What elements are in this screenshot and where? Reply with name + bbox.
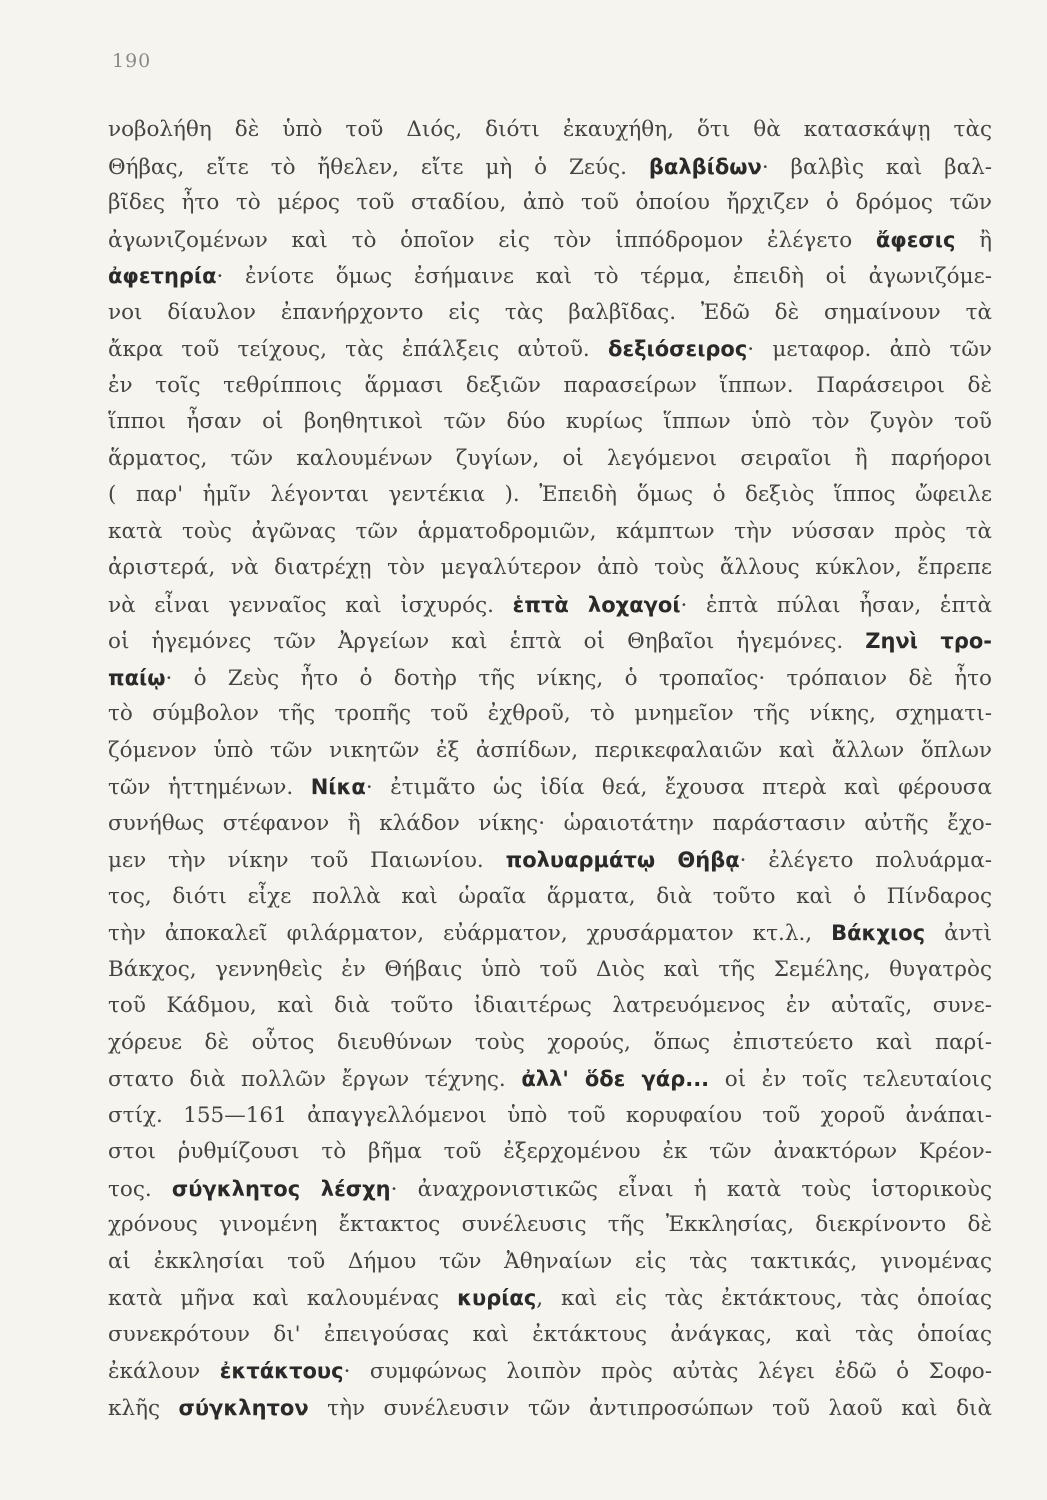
line-text: ἀντὶ: [925, 921, 993, 946]
line-text: · συμφώνως λοιπὸν πρὸς αὐτὰς λέγει ἐδῶ ὁ Σοφο-: [343, 1359, 992, 1384]
text-line: [108, 441, 992, 478]
lemma-term: ἀλλ' ὅδε γάρ...: [521, 1067, 710, 1091]
line-text: τὸ σύμβολον τῆς τροπῆς τοῦ ἐχθροῦ, τὸ μνημεῖον τῆς νίκης, σχηματι-: [108, 701, 992, 726]
lemma-term: πολυαρμάτῳ Θήβᾳ: [505, 848, 740, 872]
line-text: τὴν ἀποκαλεῖ φιλάρματον, εὐάρματον, χρυσάρματον κτ.λ.,: [108, 921, 832, 946]
line-text: μεν τὴν νίκην τοῦ Παιωνίου.: [108, 848, 506, 873]
text-line: [108, 1098, 992, 1135]
line-text: τος, διότι εἶχε πολλὰ καὶ ὡραῖα ἅρματα, διὰ τοῦτο καὶ ὁ Πίνδαρος: [108, 883, 992, 909]
text-line: [108, 550, 992, 587]
text-line: [108, 1207, 992, 1244]
line-text: Θήβας, εἴτε τὸ ἤθελεν, εἴτε μὴ ὁ Ζεύς.: [108, 154, 649, 180]
line-text: ἀγωνιζομένων καὶ τὸ ὁποῖον εἰς τὸν ἱππόδρομον ἐλέγετο: [108, 227, 876, 253]
line-text: οἱ ἡγεμόνες τῶν Ἀργείων καὶ ἑπτὰ οἱ Θηβαῖοι ἡγεμόνες.: [108, 629, 866, 654]
text-line: [108, 952, 992, 989]
text-line: [108, 185, 992, 222]
line-text: οἱ ἐν τοῖς τελευταίοις: [709, 1067, 993, 1092]
line-text: συνήθως στέφανον ἢ κλάδον νίκης· ὡραιοτάτην παράστασιν αὐτῆς ἔχο-: [108, 810, 992, 836]
text-line: [108, 149, 992, 186]
line-text: Βάκχος, γεννηθεὶς ἐν Θήβαις ὑπὸ τοῦ Διὸς καὶ τῆς Σεμέλης, θυγατρὸς: [108, 956, 992, 982]
lemma-term: ἀφετηρία: [108, 264, 217, 288]
text-line: [108, 587, 992, 624]
text-line: [108, 1390, 992, 1427]
line-text: · ἀναχρονιστικῶς εἶναι ἡ κατὰ τοὺς ἱστορικοὺς: [390, 1176, 992, 1202]
text-line: [108, 112, 992, 149]
lemma-term: σύγκλητον: [178, 1395, 309, 1420]
text-line: [108, 988, 992, 1025]
lemma-term: παίῳ: [108, 665, 166, 690]
text-line: [108, 1317, 992, 1354]
line-text: νὰ εἶναι γενναῖος καὶ ἰσχυρός.: [108, 592, 513, 618]
line-text: βῖδες ἦτο τὸ μέρος τοῦ σταδίου, ἀπὸ τοῦ ὁποίου ἤρχιζεν ὁ δρόμος τῶν: [108, 190, 992, 215]
line-text: ἢ: [955, 227, 992, 253]
text-line: [108, 696, 992, 733]
text-line: [108, 1280, 992, 1317]
text-line: [108, 1061, 992, 1098]
line-text: · ὁ Ζεὺς ἦτο ὁ δοτὴρ τῆς νίκης, ὁ τροπαῖος· τρόπαιον δὲ ἦτο: [165, 665, 992, 691]
lemma-term: βαλβίδων: [648, 154, 762, 179]
line-text: · ἑπτὰ πύλαι ἦσαν, ἑπτὰ: [680, 592, 992, 618]
text-line: [108, 733, 992, 770]
lemma-term: κυρίας: [457, 1286, 537, 1310]
text-line: [108, 258, 992, 295]
text-line: [108, 806, 992, 843]
text-line: [108, 1134, 992, 1171]
lemma-term: σύγκλητος λέσχη: [171, 1176, 391, 1201]
line-text: στατο διὰ πολλῶν ἔργων τέχνης.: [108, 1067, 522, 1092]
text-line: [108, 1353, 992, 1390]
line-text: ἄκρα τοῦ τείχους, τὰς ἐπάλξεις αὐτοῦ.: [108, 337, 609, 362]
line-text: τῶν ἡττημένων.: [108, 775, 311, 800]
text-line: [108, 477, 992, 514]
lemma-term: ἐκτάκτους: [219, 1359, 344, 1383]
line-text: τος.: [108, 1176, 172, 1202]
text-line: [108, 404, 992, 441]
lemma-term: ἄφεσις: [875, 227, 956, 252]
line-text: · ἐτιμᾶτο ὡς ἰδία θεά, ἔχουσα πτερὰ καὶ φέρουσα: [365, 775, 992, 800]
text-line: [108, 1025, 992, 1062]
text-line: [108, 222, 992, 259]
line-text: κατὰ μῆνα καὶ καλουμένας: [108, 1286, 458, 1311]
line-text: , καὶ εἰς τὰς ἐκτάκτους, τὰς ὁποίας: [536, 1286, 992, 1311]
line-text: χόρευε δὲ οὗτος διευθύνων τοὺς χορούς, ὅπως ἐπιστεύετο καὶ παρί-: [108, 1029, 992, 1055]
line-text: χρόνους γινομένη ἔκτακτος συνέλευσις τῆς Ἐκκλησίας, διεκρίνοντο δὲ: [108, 1212, 992, 1237]
lemma-term: Ζηνὶ τρο-: [865, 629, 992, 653]
line-text: στοι ῥυθμίζουσι τὸ βῆμα τοῦ ἐξερχομένου ἐκ τῶν ἀνακτόρων Κρέον-: [108, 1139, 992, 1164]
lemma-term: Νίκα: [310, 775, 366, 799]
line-text: συνεκρότουν δι' ἐπειγούσας καὶ ἐκτάκτους ἀνάγκας, καὶ τὰς ὁποίας: [108, 1321, 992, 1347]
text-line: [108, 623, 992, 660]
line-text: κλῆς: [108, 1395, 179, 1421]
line-text: ἀριστερά, νὰ διατρέχῃ τὸν μεγαλύτερον ἀπὸ τοὺς ἄλλους κύκλον, ἔπρεπε: [108, 555, 992, 580]
line-text: νοι δίαυλον ἐπανήρχοντο εἰς τὰς βαλβῖδας. Ἐδῶ δὲ σημαίνουν τὰ: [108, 299, 992, 325]
text-line: [108, 660, 992, 697]
lemma-term: δεξιόσειρος: [608, 337, 748, 361]
line-text: τοῦ Κάδμου, καὶ διὰ τοῦτο ἰδιαιτέρως λατρευόμενος ἐν αὐταῖς, συνε-: [108, 993, 992, 1018]
text-line: [108, 1171, 992, 1208]
line-text: · ἐνίοτε ὅμως ἐσήμαινε καὶ τὸ τέρμα, ἐπειδὴ οἱ ἀγωνιζόμε-: [216, 264, 992, 289]
lemma-term: ἑπτὰ λοχαγοί: [512, 592, 681, 617]
line-text: ἵπποι ἦσαν οἱ βοηθητικοὶ τῶν δύο κυρίως ἵππων ὑπὸ τὸν ζυγὸν τοῦ: [108, 409, 992, 434]
text-line: [108, 368, 992, 405]
line-text: ἐν τοῖς τεθρίπποις ἅρμασι δεξιῶν παρασείρων ἵππων. Παράσειροι δὲ: [108, 372, 992, 398]
line-text: · μεταφορ. ἀπὸ τῶν: [747, 337, 992, 362]
text-line: [108, 331, 992, 368]
line-text: ἅρματος, τῶν καλουμένων ζυγίων, οἱ λεγόμενοι σειραῖοι ἢ παρήοροι: [108, 445, 992, 471]
text-line: [108, 915, 992, 952]
line-text: στίχ. 155—161 ἀπαγγελλόμενοι ὑπὸ τοῦ κορυφαίου τοῦ χοροῦ ἀνάπαι-: [108, 1102, 992, 1128]
text-line: [108, 295, 992, 332]
text-line: [108, 842, 992, 879]
line-text: ζόμενον ὑπὸ τῶν νικητῶν ἐξ ἀσπίδων, περικεφαλαιῶν καὶ ἄλλων ὅπλων: [108, 737, 992, 763]
body-text: [108, 112, 992, 1426]
line-text: ( παρ' ἡμῖν λέγονται γεντέκια ). Ἐπειδὴ ὅμως ὁ δεξιὸς ἵππος ὤφειλε: [108, 482, 992, 507]
text-line: [108, 769, 992, 806]
line-text: κατὰ τοὺς ἀγῶνας τῶν ἁρματοδρομιῶν, κάμπτων τὴν νύσσαν πρὸς τὰ: [108, 518, 992, 544]
line-text: αἱ ἐκκλησίαι τοῦ Δήμου τῶν Ἀθηναίων εἰς τὰς τακτικάς, γινομένας: [108, 1248, 992, 1274]
text-line: [108, 1244, 992, 1281]
text-line: [108, 879, 992, 916]
line-text: ἐκάλουν: [108, 1359, 220, 1384]
line-text: · βαλβὶς καὶ βαλ-: [761, 154, 993, 180]
line-text: νοβολήθη δὲ ὑπὸ τοῦ Διός, διότι ἐκαυχήθη, ὅτι θὰ κατασκάψῃ τὰς: [108, 117, 992, 142]
line-text: τὴν συνέλευσιν τῶν ἀντιπροσώπων τοῦ λαοῦ καὶ διὰ: [308, 1395, 992, 1421]
line-text: · ἐλέγετο πολυάρμα-: [739, 848, 992, 873]
text-line: [108, 514, 992, 551]
lemma-term: Βάκχιος: [831, 921, 926, 945]
page-number: 190: [112, 50, 152, 72]
